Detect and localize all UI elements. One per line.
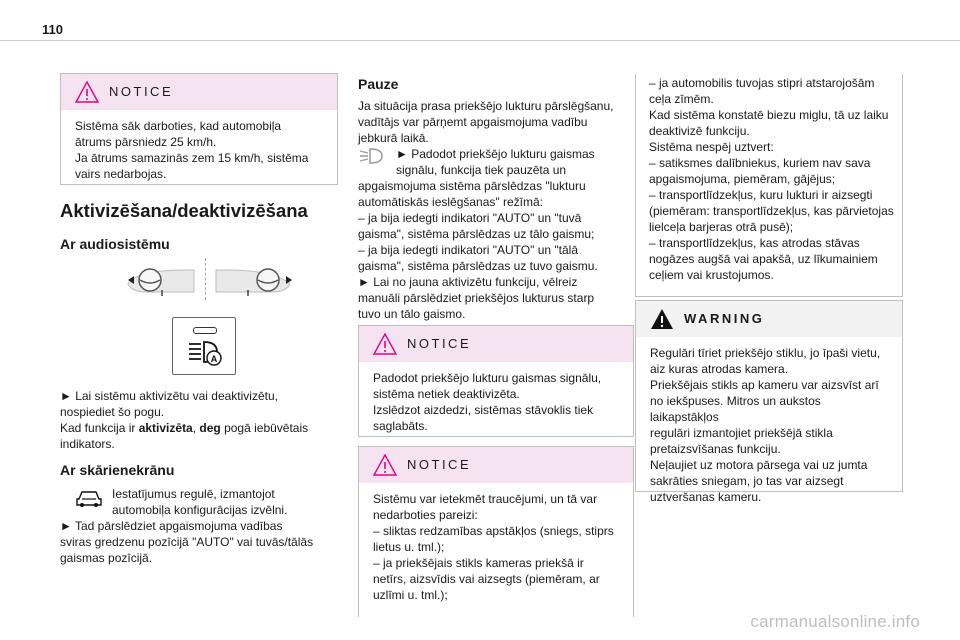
continued-text: lielceļa barjeras otrā pusē);: [649, 220, 794, 234]
notice-header: [359, 447, 633, 483]
pause-text: gaisma", sistēma pārslēdzas uz tuvo gaismu.: [358, 259, 598, 273]
notice-title: NOTICE: [407, 336, 472, 351]
notice-line: sistēma netiek deaktivizēta.: [373, 387, 520, 401]
pause-text: manuāli pārslēdziet priekšējos lukturus starp: [358, 291, 595, 305]
notice-box-2: [358, 325, 634, 437]
pause-text: automātiskās ieslēgšanas" režīmā:: [358, 195, 544, 209]
warning-line: aiz kuras atrodas kamera.: [650, 362, 789, 376]
continued-text: ceļiem vai krustojumos.: [649, 268, 774, 282]
audio-text: Kad funkcija ir aktivizēta, deg pogā iebūvētais: [60, 421, 309, 435]
continued-text: (piemēram: transportlīdzekļus, kas pārvietojas: [649, 204, 894, 218]
top-divider: [0, 40, 960, 41]
pause-text: gaisma", sistēma pārslēdzas uz tālo gaismu;: [358, 227, 595, 241]
audio-heading: Ar audiosistēmu: [60, 236, 170, 252]
notice-line: Sistēmu var ietekmēt traucējumi, un tā var: [373, 492, 598, 506]
audio-text: ► Lai sistēmu aktivizētu vai deaktivizētu,: [60, 389, 278, 403]
continued-text: Kad sistēma konstatē biezu miglu, tā uz laiku: [649, 108, 889, 122]
warning-triangle-icon: [373, 454, 397, 476]
notice-title: NOTICE: [109, 84, 174, 99]
pause-text: tuvo un tālo gaismo.: [358, 307, 466, 321]
pause-text: apgaismojuma sistēma pārslēdzas "lukturu: [358, 179, 586, 193]
steering-wheel-right-icon: [214, 262, 294, 302]
touch-text: automobiļa konfigurācijas izvēlni.: [112, 503, 288, 517]
pause-text: jebkurā laikā.: [358, 131, 429, 145]
warning-line: pretaizsvīšanas funkciju.: [650, 442, 781, 456]
warning-line: Priekšējais stikls ap kameru var aizsvīst arī: [650, 378, 879, 392]
steering-wheel-left-icon: [126, 262, 196, 302]
warning-line: Regulāri tīriet priekšējo stiklu, jo īpaši vietu,: [650, 346, 881, 360]
warning-line: no iekšpuses. Mitros un aukstos laikapstākļos: [650, 394, 821, 424]
pause-text: – ja bija iedegti indikatori "AUTO" un "tālā: [358, 243, 579, 257]
footer-watermark[interactable]: carmanualsonline.info: [750, 612, 920, 631]
notice-line: netīrs, aizsvīdis vai aizsegts (piemēram, ar: [373, 572, 600, 586]
notice-line: Ja ātrums samazinās zem 15 km/h, sistēma: [75, 151, 309, 165]
pause-heading: Pauze: [358, 76, 399, 92]
illustration-divider: [205, 258, 206, 300]
warning-triangle-icon: [75, 81, 99, 103]
continued-text: – ja automobilis tuvojas stipri atstarojošām: [649, 76, 875, 90]
pause-text: Ja situācija prasa priekšējo lukturu pārslēgšanu,: [358, 99, 614, 113]
continued-text: ceļa zīmēm.: [649, 92, 714, 106]
svg-text:A: A: [210, 354, 218, 364]
touch-text: ► Tad pārslēdziet apgaismojuma vadības: [60, 519, 283, 533]
pause-text: vadītājs var pārņemt apgaismojuma vadību: [358, 115, 588, 129]
touch-text: gaismas pozīcijā.: [60, 551, 153, 565]
continued-text: – satiksmes dalībniekus, kuriem nav sava: [649, 156, 871, 170]
warning-triangle-icon: [650, 308, 674, 330]
notice-line: saglabāts.: [373, 419, 428, 433]
notice-line: nedarboties pareizi:: [373, 508, 478, 522]
warning-box: [635, 300, 903, 504]
touch-text: Iestatījumus regulē, izmantojot: [112, 487, 275, 501]
warning-line: Neļaujiet uz motora pārsega vai uz jumta: [650, 458, 868, 472]
continued-text: – transportlīdzekļus, kas atrodas stāvas: [649, 236, 860, 250]
audio-text: indikators.: [60, 437, 115, 451]
touchscreen-heading: Ar skārienekrānu: [60, 462, 175, 478]
auto-beam-button-image: [172, 317, 236, 375]
continued-text: apgaismojuma, piemēram, gājējus;: [649, 172, 836, 186]
audio-text: nospiediet šo pogu.: [60, 405, 165, 419]
section-title: Aktivizēšana/deaktivizēšana: [60, 200, 308, 221]
warning-title: WARNING: [684, 311, 765, 326]
notice-line: uzlīmi u. tml.);: [373, 588, 448, 602]
continued-text: Sistēma nespēj uztvert:: [649, 140, 774, 154]
indicator-bar: [193, 327, 217, 334]
continued-text: deaktivizē funkciju.: [649, 124, 750, 138]
warning-line: regulāri izmantojiet priekšējā stikla: [650, 426, 833, 440]
auto-high-beam-icon: [187, 338, 223, 368]
notice-header: [359, 326, 633, 362]
notice-header: [61, 74, 337, 110]
notice-line: lietus u. tml.);: [373, 540, 445, 554]
warning-line: sakrāties sniegam, jo tas var aizsegt: [650, 474, 844, 488]
notice-line: – ja priekšējais stikls kameras priekšā ir: [373, 556, 584, 570]
warning-line: uztveršanas kameru.: [650, 490, 762, 504]
notice-line: ātrums pārsniedz 25 km/h.: [75, 135, 217, 149]
warning-triangle-icon: [373, 333, 397, 355]
continued-text: nogāzes augšā vai apakšā, uz līkumainiem: [649, 252, 878, 266]
notice-line: Padodot priekšējo lukturu gaismas signālu,: [373, 371, 602, 385]
notice-box-1: [60, 73, 338, 185]
pause-text: ► Padodot priekšējo lukturu gaismas: [396, 147, 595, 161]
notice-title: NOTICE: [407, 457, 472, 472]
notice-line: – sliktas redzamības apstākļos (sniegs, stiprs: [373, 524, 614, 538]
pause-text: signālu, funkcija tiek pauzēta un: [396, 163, 567, 177]
notice-line: vairs nedarbojas.: [75, 167, 167, 181]
notice-line: Sistēma sāk darboties, kad automobiļa: [75, 119, 282, 133]
pause-text: – ja bija iedegti indikatori "AUTO" un "tuvā: [358, 211, 582, 225]
warning-header: [636, 301, 902, 337]
touch-text: sviras gredzenu pozīcijā "AUTO" vai tuvās/tālās: [60, 535, 314, 549]
page-number: 110: [42, 22, 63, 37]
notice-box-3: [358, 446, 634, 617]
continued-text: – transportlīdzekļus, kuru lukturi ir aizsegti: [649, 188, 873, 202]
pause-text: ► Lai no jauna aktivizētu funkciju, vēlreiz: [358, 275, 578, 289]
notice-line: Izslēdzot aizdedzi, sistēmas stāvoklis tiek: [373, 403, 594, 417]
